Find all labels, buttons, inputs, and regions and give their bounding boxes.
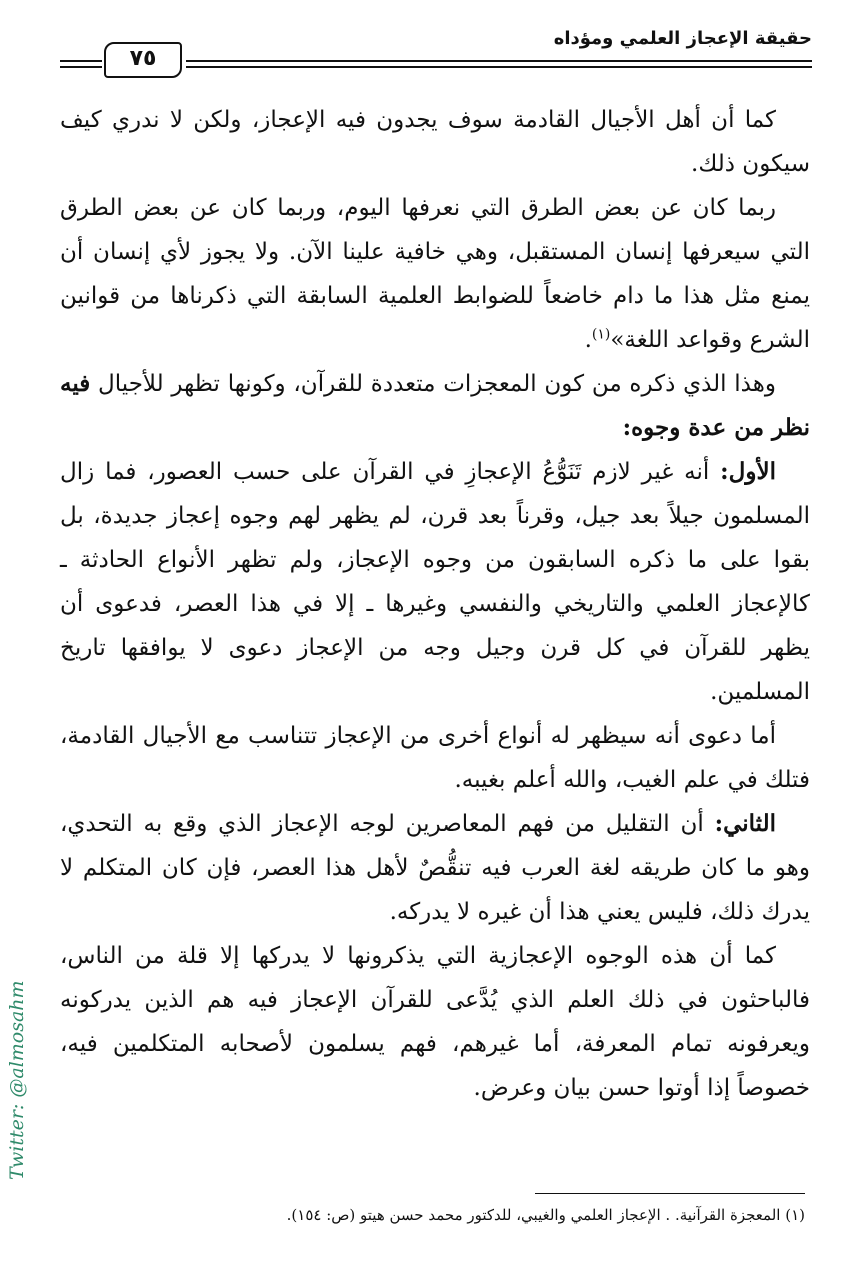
running-title: حقيقة الإعجاز العلمي ومؤداه (553, 28, 812, 49)
paragraph-bold-text: فيه نظر من عدة وجوه: (60, 370, 810, 441)
paragraph (60, 98, 810, 186)
watermark: Twitter: @almosahm (6, 980, 28, 1180)
footnote-marker: (١) (591, 326, 611, 343)
page-number: ٧٥ (104, 42, 182, 78)
header-rule (60, 60, 102, 62)
page-header (60, 28, 812, 76)
paragraph-text: كما أن هذه الوجوه الإعجازية التي يذكرونها لا يدركها إلا قلة من الناس، فالباحثون في ذلك العلم الذي يُدَّعى للقرآن الإعجاز فيه هم الذين يدركونه ويعرفونه تمام المعرفة، أما غيرهم، فهم يسلمون لأصحابه المتكلمين فيه، خصوصاً إذا أوتوا حسن بيان وعرض. (60, 943, 810, 1101)
paragraph-tail: . (584, 327, 592, 353)
paragraph-lead: الأول: (720, 458, 776, 485)
page-body (60, 98, 810, 1110)
paragraph-text: أنه غير لازم تَنَوُّعُ الإعجازِ في القرآن على حسب العصور، فما زال المسلمون جيلاً بعد جيل، وقرناً بعد قرن، لم يظهر لهم وجوه إعجاز جديدة، بل بقوا على ما ذكره السابقون من وجوه الإعجاز، ولم تظهر الأنواع الحادثة ـ كالإعجاز العلمي والتاريخي والنفسي وغيرها ـ إلا في هذا العصر، فدعوى أن يظهر للقرآن في كل قرن وجيل وجه من الإعجاز دعوى لا يوافقها تاريخ المسلمين. (60, 459, 810, 705)
paragraph (60, 802, 810, 934)
paragraph (60, 714, 810, 802)
paragraph-text: كما أن أهل الأجيال القادمة سوف يجدون فيه الإعجاز، ولكن لا ندري كيف سيكون ذلك. (60, 107, 810, 177)
paragraph-text: ربما كان عن بعض الطرق التي نعرفها اليوم، وربما كان عن بعض الطرق التي سيعرفها إنسان المستقبل، وهي خافية علينا الآن. ولا يجوز لأي إنسان أن يمنع مثل هذا ما دام خاضعاً للضوابط العلمية السابقة التي ذكرناها من قوانين الشرع وقواعد اللغة» (60, 195, 810, 353)
paragraph (60, 362, 810, 450)
paragraph-text: أن التقليل من فهم المعاصرين لوجه الإعجاز الذي وقع به التحدي، وهو ما كان طريقه لغة العرب فيه تنقُّصٌ لأهل هذا العصر، فإن كان المتكلم لا يدرك ذلك، فليس يعني هذا أن غيره لا يدركه. (60, 811, 810, 925)
header-rule (186, 60, 812, 62)
footnote-rule (535, 1193, 805, 1194)
paragraph (60, 934, 810, 1110)
paragraph (60, 186, 810, 362)
paragraph-text: وهذا الذي ذكره من كون المعجزات متعددة للقرآن، وكونها تظهر للأجيال (98, 371, 776, 397)
paragraph (60, 450, 810, 714)
paragraph-text: أما دعوى أنه سيظهر له أنواع أخرى من الإعجاز تتناسب مع الأجيال القادمة، فتلك في علم الغيب، والله أعلم بغيبه. (60, 723, 810, 793)
header-rule (60, 66, 102, 68)
header-rule (186, 66, 812, 68)
footnote: (١) المعجزة القرآنية. . الإعجاز العلمي والغيبي، للدكتور محمد حسن هيتو (ص: ١٥٤). (286, 1206, 805, 1224)
paragraph-lead: الثاني: (714, 810, 776, 837)
